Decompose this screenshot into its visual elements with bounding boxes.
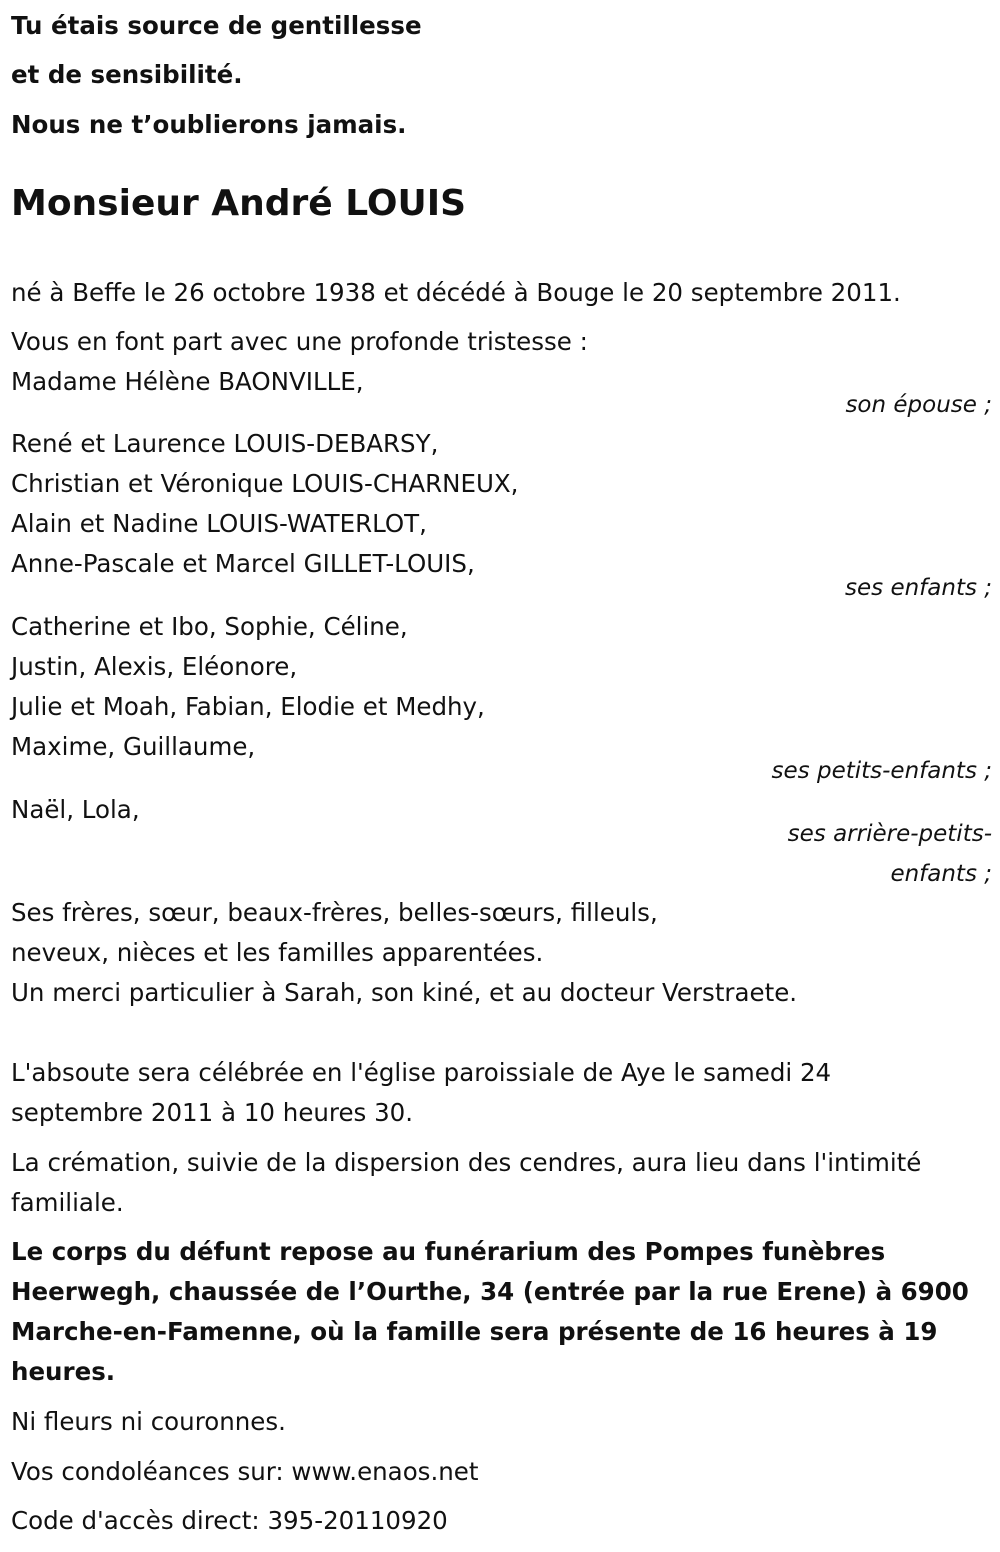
epigraph-line-3: Nous ne t’oublierons jamais. bbox=[11, 110, 407, 139]
great-grandchild-line: Naël, Lola, bbox=[11, 795, 140, 824]
deceased-name: Monsieur André LOUIS bbox=[11, 183, 467, 224]
ceremony-line: L'absoute sera célébrée en l'église paroissiale de Aye le samedi 24 bbox=[11, 1058, 832, 1087]
funerarium-line: Marche-en-Famenne, où la famille sera présente de 16 heures à 19 bbox=[11, 1317, 938, 1346]
birth-death-line: né à Beffe le 26 octobre 1938 et décédé à Bouge le 20 septembre 2011. bbox=[11, 278, 901, 307]
access-code-line: Code d'accès direct: 395-20110920 bbox=[11, 1506, 448, 1535]
spouse-role: son épouse ; bbox=[845, 392, 992, 418]
epigraph-line-2: et de sensibilité. bbox=[11, 60, 243, 89]
grandchild-line: Julie et Moah, Fabian, Elodie et Medhy, bbox=[11, 692, 485, 721]
epigraph-line-1: Tu étais source de gentillesse bbox=[11, 11, 422, 40]
child-line: Anne-Pascale et Marcel GILLET-LOUIS, bbox=[11, 549, 475, 578]
child-line: René et Laurence LOUIS-DEBARSY, bbox=[11, 429, 439, 458]
funerarium-line: Heerwegh, chaussée de l’Ourthe, 34 (entrée par la rue Erene) à 6900 bbox=[11, 1277, 969, 1306]
child-line: Alain et Nadine LOUIS-WATERLOT, bbox=[11, 509, 427, 538]
children-role: ses enfants ; bbox=[845, 575, 992, 601]
funerarium-line: Le corps du défunt repose au funérarium des Pompes funèbres bbox=[11, 1237, 886, 1266]
ceremony-line: septembre 2011 à 10 heures 30. bbox=[11, 1098, 414, 1127]
family-line: neveux, nièces et les familles apparentées. bbox=[11, 938, 544, 967]
great-grandchildren-role-line-2: enfants ; bbox=[890, 861, 992, 887]
announcement-intro: Vous en font part avec une profonde tristesse : bbox=[11, 327, 588, 356]
thanks-line: Un merci particulier à Sarah, son kiné, et au docteur Verstraete. bbox=[11, 978, 798, 1007]
cremation-line: La crémation, suivie de la dispersion des cendres, aura lieu dans l'intimité bbox=[11, 1148, 922, 1177]
grandchild-line: Catherine et Ibo, Sophie, Céline, bbox=[11, 612, 408, 641]
funerarium-line: heures. bbox=[11, 1357, 116, 1386]
grandchild-line: Justin, Alexis, Eléonore, bbox=[11, 652, 298, 681]
spouse-name: Madame Hélène BAONVILLE, bbox=[11, 367, 364, 396]
family-line: Ses frères, sœur, beaux-frères, belles-sœurs, filleuls, bbox=[11, 898, 658, 927]
no-flowers-line: Ni fleurs ni couronnes. bbox=[11, 1407, 286, 1436]
condolences-line: Vos condoléances sur: www.enaos.net bbox=[11, 1457, 479, 1486]
great-grandchildren-role-line-1: ses arrière-petits- bbox=[787, 821, 992, 847]
cremation-line: familiale. bbox=[11, 1188, 124, 1217]
grandchildren-role: ses petits-enfants ; bbox=[771, 758, 992, 784]
grandchild-line: Maxime, Guillaume, bbox=[11, 732, 256, 761]
child-line: Christian et Véronique LOUIS-CHARNEUX, bbox=[11, 469, 519, 498]
